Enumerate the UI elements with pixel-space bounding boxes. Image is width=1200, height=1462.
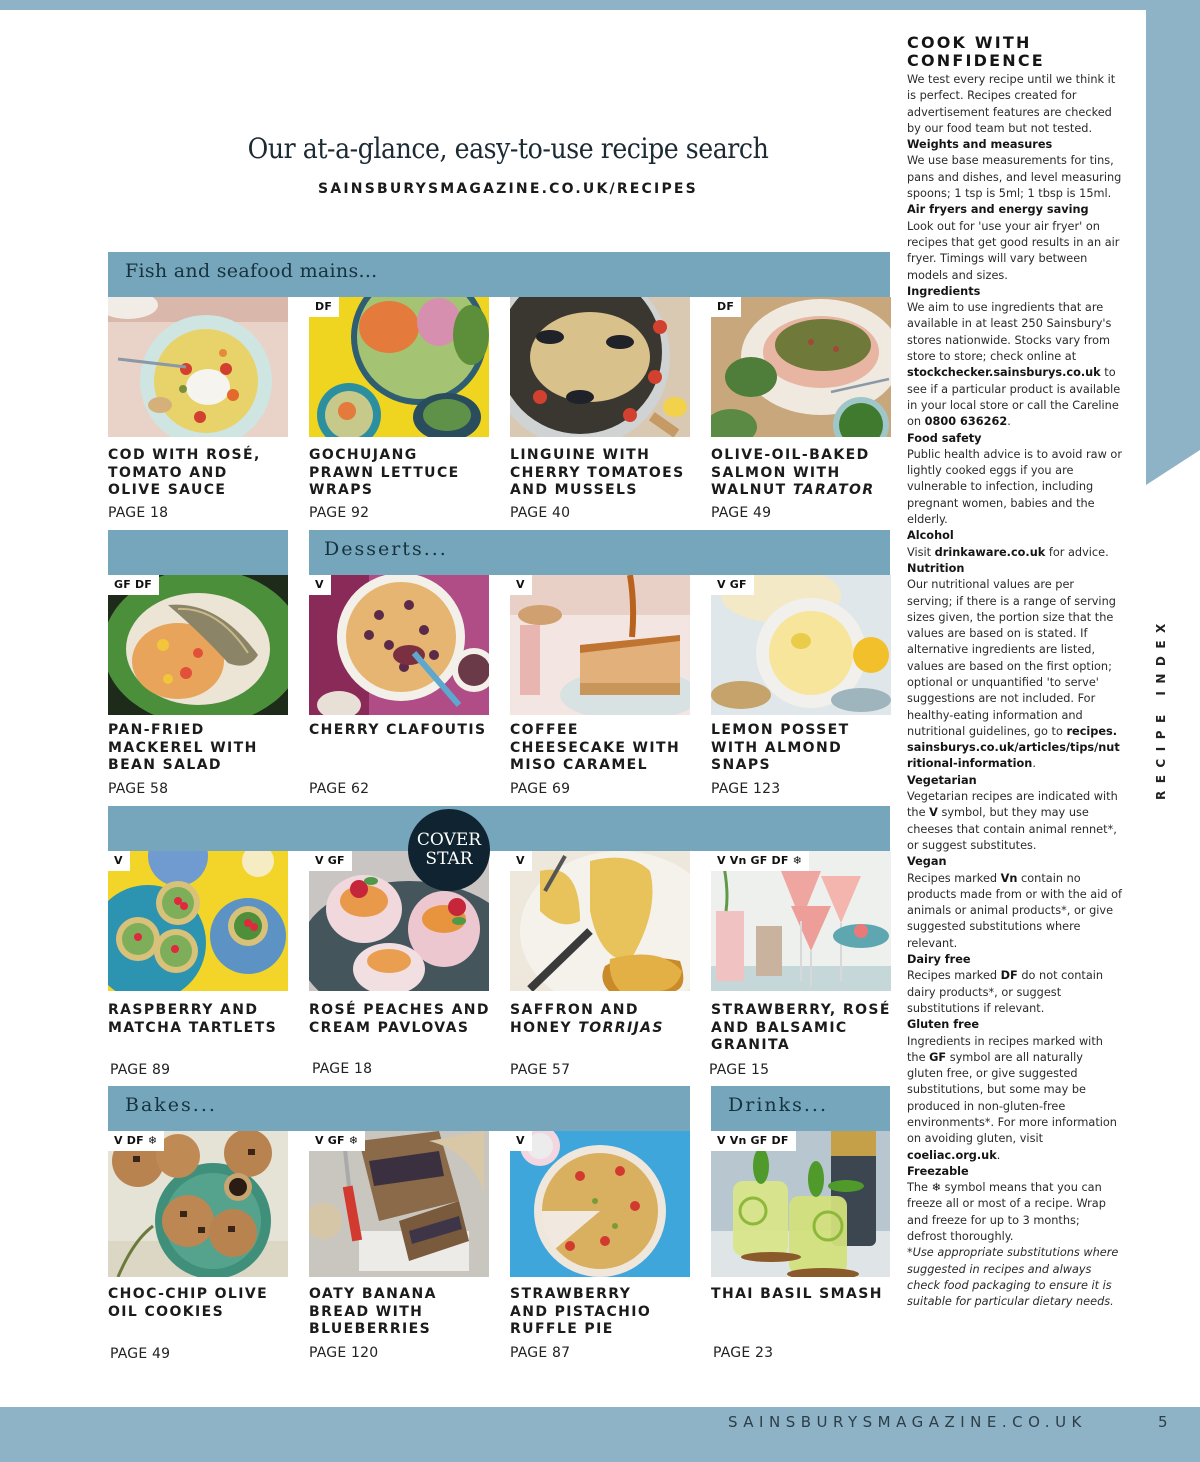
sidebar-section-dairy-free: Dairy free bbox=[907, 953, 971, 967]
recipes-url-link[interactable]: SAINSBURYSMAGAZINE.CO.UK/RECIPES bbox=[318, 181, 698, 197]
recipe-card-strawberry-ruffle-pie[interactable] bbox=[510, 1131, 690, 1366]
cook-with-confidence-panel bbox=[907, 34, 1122, 1311]
recipe-page-number: PAGE 23 bbox=[713, 1345, 774, 1361]
recipe-card-oaty-banana-bread[interactable] bbox=[309, 1131, 489, 1366]
dietary-badge: V DF ❄ bbox=[108, 1131, 164, 1151]
recipe-photo-strawberry-ruffle-pie bbox=[510, 1131, 690, 1277]
recipe-card-saffron-torrijas[interactable] bbox=[510, 851, 690, 1081]
dietary-badge: GF DF bbox=[108, 575, 159, 595]
section-bar-drinks bbox=[711, 1086, 890, 1131]
sidebar-section-freezable: Freezable bbox=[907, 1164, 969, 1178]
sidebar-section-gluten-free: Gluten free bbox=[907, 1018, 980, 1032]
dietary-badge: V Vn GF DF ❄ bbox=[711, 851, 809, 871]
dietary-badge: DF bbox=[309, 297, 339, 317]
recipe-page-number: PAGE 69 bbox=[510, 781, 571, 797]
sidebar-text-vegan: Recipes marked Vn contain no products made from or with the aid of animals or animal products*, or give suggested substitutions where relevant. bbox=[907, 871, 1122, 950]
recipe-card-linguine[interactable] bbox=[510, 297, 690, 527]
recipe-title[interactable]: GOCHUJANG PRAWN LETTUCE WRAPS bbox=[309, 447, 460, 498]
section-bar-bakes bbox=[108, 1086, 690, 1131]
section-title-bakes: Bakes... bbox=[125, 1094, 217, 1116]
recipe-page-number: PAGE 58 bbox=[108, 781, 169, 797]
recipe-card-mackerel[interactable] bbox=[108, 575, 288, 805]
recipe-title[interactable]: COD WITH ROSÉ, TOMATO AND OLIVE SAUCE bbox=[108, 447, 261, 498]
section-bar-fish bbox=[108, 252, 890, 297]
dietary-badge: V Vn GF DF bbox=[711, 1131, 796, 1151]
cover-star-badge bbox=[408, 809, 490, 891]
recipe-photo-saffron-torrijas bbox=[510, 851, 690, 991]
recipe-page-number: PAGE 89 bbox=[110, 1062, 171, 1078]
section-title-fish: Fish and seafood mains... bbox=[125, 260, 378, 282]
sidebar-intro: We test every recipe until we think it is perfect. Recipes created for advertisement features are checked by our food team but not tested. bbox=[907, 73, 1116, 135]
dietary-badge: V GF bbox=[309, 851, 352, 871]
recipe-card-raspberry-tartlets[interactable] bbox=[108, 851, 288, 1081]
recipe-page-number: PAGE 120 bbox=[309, 1345, 379, 1361]
sidebar-section-ingredients: Ingredients bbox=[907, 284, 981, 298]
recipe-card-lemon-posset[interactable] bbox=[711, 575, 891, 805]
section-bar-desserts-continued bbox=[108, 806, 890, 851]
recipe-title[interactable]: PAN-FRIED MACKEREL WITH BEAN SALAD bbox=[108, 722, 258, 773]
dietary-badge: V GF bbox=[711, 575, 754, 595]
stockchecker-link[interactable]: stockchecker.sainsburys.co.uk bbox=[907, 366, 1101, 380]
sidebar-section-alcohol: Alcohol bbox=[907, 529, 954, 543]
recipe-photo-clafoutis bbox=[309, 575, 489, 715]
sidebar-text-freezable: The ❄ symbol means that you can freeze all or most of a recipe. Wrap and freeze for up to 3 months; defrost thoroughly. bbox=[907, 1181, 1106, 1244]
cover-star-line2: STAR bbox=[425, 849, 473, 869]
recipe-photo-linguine bbox=[510, 297, 690, 437]
sidebar-text-vegetarian: Vegetarian recipes are indicated with the V symbol, but they may use cheeses that contain animal rennet*, or suggest substitutes. bbox=[907, 790, 1118, 852]
page-number: 5 bbox=[1158, 1413, 1168, 1431]
drinkaware-link[interactable]: drinkaware.co.uk bbox=[934, 545, 1046, 559]
section-bar-blank bbox=[108, 530, 288, 575]
recipe-page-number: PAGE 123 bbox=[711, 781, 781, 797]
recipe-card-strawberry-granita[interactable] bbox=[711, 851, 891, 1081]
page-title: Our at-a-glance, easy-to-use recipe search bbox=[247, 132, 769, 165]
sidebar-section-nutrition: Nutrition bbox=[907, 561, 965, 575]
sidebar-section-food-safety: Food safety bbox=[907, 431, 982, 445]
recipe-page-number: PAGE 62 bbox=[309, 781, 370, 797]
footer-site-link[interactable]: SAINSBURYSMAGAZINE.CO.UK bbox=[728, 1413, 1087, 1431]
recipe-photo-choc-chip-cookies bbox=[108, 1131, 288, 1277]
recipe-photo-raspberry-tartlets bbox=[108, 851, 288, 991]
recipe-page-number: PAGE 87 bbox=[510, 1345, 571, 1361]
sidebar-text-weights: We use base measurements for tins, pans and dishes, and level measuring spoons; 1 tsp is 5ml; 1 tbsp is 15ml. bbox=[907, 154, 1122, 201]
recipe-title[interactable]: THAI BASIL SMASH bbox=[711, 1286, 883, 1302]
sidebar-text-dairy-free: Recipes marked DF do not contain dairy products*, or suggest substitutions if relevant. bbox=[907, 969, 1104, 1015]
recipe-photo-coffee-cheesecake bbox=[510, 575, 690, 715]
sidebar-section-vegan: Vegan bbox=[907, 855, 947, 869]
recipe-title[interactable]: STRAWBERRY, ROSÉ AND BALSAMIC GRANITA bbox=[711, 1002, 891, 1053]
dietary-badge: V bbox=[510, 575, 532, 595]
recipe-title[interactable]: CHERRY CLAFOUTIS bbox=[309, 722, 487, 738]
recipe-page-number: PAGE 92 bbox=[309, 505, 370, 521]
recipe-photo-mackerel bbox=[108, 575, 288, 715]
recipe-card-thai-basil-smash[interactable] bbox=[711, 1131, 891, 1366]
recipe-title[interactable]: COFFEE CHEESECAKE WITH MISO CARAMEL bbox=[510, 722, 681, 773]
recipe-card-choc-chip-cookies[interactable] bbox=[108, 1131, 288, 1366]
recipe-title[interactable]: LEMON POSSET WITH ALMOND SNAPS bbox=[711, 722, 850, 773]
recipe-page-number: PAGE 57 bbox=[510, 1062, 571, 1078]
dietary-badge: V bbox=[309, 575, 331, 595]
recipe-title[interactable]: RASPBERRY AND MATCHA TARTLETS bbox=[108, 1002, 278, 1036]
recipe-card-clafoutis[interactable] bbox=[309, 575, 489, 805]
coeliac-link[interactable]: coeliac.org.uk bbox=[907, 1148, 997, 1162]
recipe-photo-gochujang-wraps bbox=[309, 297, 489, 437]
recipe-card-gochujang-wraps[interactable] bbox=[309, 297, 489, 527]
recipe-title[interactable]: ROSÉ PEACHES AND CREAM PAVLOVAS bbox=[309, 1002, 490, 1036]
sidebar-text-airfryer: Look out for 'use your air fryer' on recipes that get good results in an air fryer. Timings will vary between models and sizes. bbox=[907, 219, 1120, 282]
sidebar-section-weights: Weights and measures bbox=[907, 138, 1053, 152]
dietary-badge: DF bbox=[711, 297, 741, 317]
nutrition-info-link[interactable]: recipes.sainsburys.co.uk/articles/tips/nutritional-information bbox=[907, 724, 1120, 771]
sidebar-section-vegetarian: Vegetarian bbox=[907, 773, 977, 787]
recipe-page-number: PAGE 40 bbox=[510, 505, 571, 521]
sidebar-text-alcohol: Visit drinkaware.co.uk for advice. bbox=[907, 545, 1109, 559]
recipe-card-salmon[interactable] bbox=[711, 297, 891, 527]
recipe-card-coffee-cheesecake[interactable] bbox=[510, 575, 690, 805]
section-title-desserts: Desserts... bbox=[324, 538, 448, 560]
recipe-title[interactable]: OLIVE-OIL-BAKED SALMON WITH WALNUT TARATOR bbox=[711, 447, 875, 498]
sidebar-text-nutrition: Our nutritional values are per serving; if there is a range of serving sizes given, the portion size that the values are based on is stated. If alternative ingredients are listed, values are based on the first option; optional or unquantified 'to serve' suggestions are not included. For healthy-eating information and nutritional guidelines, go to recipes.sainsburys.co.uk/articles/tips/nutritional-information. bbox=[907, 578, 1120, 771]
sidebar-heading: COOK WITH CONFIDENCE bbox=[907, 33, 1045, 70]
sidebar-footnote: *Use appropriate substitutions where suggested in recipes and always check food packaging to ensure it is suitable for particular dietary needs. bbox=[907, 1246, 1119, 1309]
recipe-title[interactable]: SAFFRON AND HONEY TORRIJAS bbox=[510, 1002, 664, 1036]
section-bar-desserts bbox=[309, 530, 890, 575]
dietary-badge: V bbox=[510, 1131, 532, 1151]
recipe-page-number: PAGE 18 bbox=[312, 1061, 373, 1077]
dietary-badge: V bbox=[108, 851, 130, 871]
recipe-title[interactable]: LINGUINE WITH CHERRY TOMATOES AND MUSSELS bbox=[510, 447, 685, 498]
section-title-drinks: Drinks... bbox=[728, 1094, 829, 1116]
recipe-page-number: PAGE 18 bbox=[108, 505, 169, 521]
recipe-photo-cod bbox=[108, 297, 288, 437]
dietary-badge: V GF ❄ bbox=[309, 1131, 365, 1151]
sidebar-text-gluten-free: Ingredients in recipes marked with the GF symbol are all naturally gluten free, or give suggested substitutions, but some may be produced in non-gluten-free environments*. For more information on avoiding gluten, visit coeliac.org.uk. bbox=[907, 1034, 1117, 1162]
careline-phone: 0800 636262 bbox=[924, 415, 1008, 429]
recipe-photo-thai-basil-smash bbox=[711, 1131, 890, 1277]
recipe-title[interactable]: STRAWBERRY AND PISTACHIO RUFFLE PIE bbox=[510, 1286, 652, 1337]
recipe-photo-salmon bbox=[711, 297, 891, 437]
dietary-badge: V bbox=[510, 851, 532, 871]
recipe-photo-oaty-banana-bread bbox=[309, 1131, 489, 1277]
recipe-index-label: RECIPE INDEX bbox=[1154, 616, 1168, 800]
sidebar-section-airfryer: Air fryers and energy saving bbox=[907, 203, 1089, 217]
snowflake-icon: ❄ bbox=[931, 1181, 942, 1195]
side-tab-decoration bbox=[1146, 0, 1200, 490]
recipe-card-cod[interactable] bbox=[108, 297, 288, 527]
recipe-page-number: PAGE 15 bbox=[709, 1062, 770, 1078]
sidebar-text-ingredients: We aim to use ingredients that are available in at least 250 Sainsbury's stores nationwide. Stocks vary from store to store; check online at stockchecker.sainsburys.co.uk to see if a particular product is available in your local store or call the Careline on 0800 636262. bbox=[907, 301, 1121, 429]
recipe-photo-strawberry-granita bbox=[711, 851, 891, 991]
recipe-title[interactable]: CHOC-CHIP OLIVE OIL COOKIES bbox=[108, 1286, 269, 1320]
recipe-title[interactable]: OATY BANANA BREAD WITH BLUEBERRIES bbox=[309, 1286, 437, 1337]
recipe-page-number: PAGE 49 bbox=[711, 505, 772, 521]
cover-star-line1: COVER bbox=[416, 830, 482, 850]
recipe-photo-lemon-posset bbox=[711, 575, 891, 715]
recipe-page-number: PAGE 49 bbox=[110, 1346, 171, 1362]
sidebar-text-food-safety: Public health advice is to avoid raw or lightly cooked eggs if you are vulnerable to infection, including pregnant women, babies and the elderly. bbox=[907, 447, 1122, 527]
